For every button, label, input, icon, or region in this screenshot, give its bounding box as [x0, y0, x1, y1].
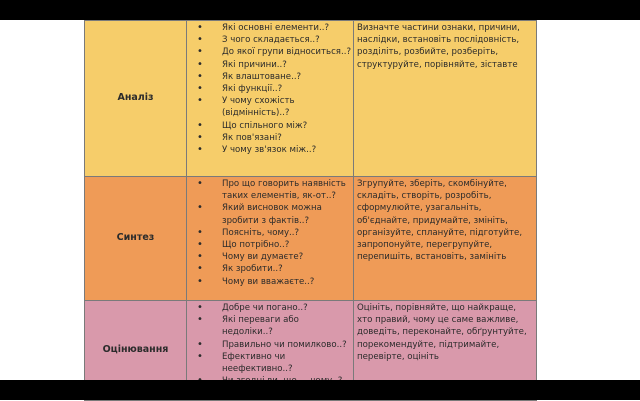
question-list [187, 177, 353, 288]
list-item: • Правильно чи помилково..? [197, 339, 351, 351]
list-item: • Які переваги або недоліки..? [197, 314, 351, 338]
list-item: • Що потрібно..? [197, 239, 351, 251]
table-row-analysis [85, 21, 537, 177]
list-item: • Як пов'язані? [197, 132, 351, 144]
list-item: • Ефективно чи неефективно..? [197, 351, 351, 375]
list-item: • Як влаштоване..? [197, 71, 351, 83]
question-list [187, 21, 353, 156]
list-item: • До якої групи відноситься..? [197, 46, 351, 58]
verbs-cell: Згрупуйте, зберіть, скомбінуйте, складіть, створіть, розробіть, сформулюйте, узагальніть, об'єднайте, придумайте, змініть, організуйте, сплануйте, підготуйте, запропонуйте, перегрупуйте, перепишіть, встановіть, замініть [354, 177, 537, 301]
questions-cell [187, 177, 354, 301]
list-item: • Добре чи погано..? [197, 302, 351, 314]
list-item: • Як зробити..? [197, 263, 351, 275]
list-item: • У чому зв'язок між..? [197, 144, 351, 156]
list-item: • Який висновок можна зробити з фактів..? [197, 202, 351, 226]
list-item: • Які функції..? [197, 83, 351, 95]
list-item: • Чому ви думаєте? [197, 251, 351, 263]
list-item: • Які причини..? [197, 59, 351, 71]
list-item: • З чого складається..? [197, 34, 351, 46]
list-item: • Чому ви вважаєте..? [197, 276, 351, 288]
level-cell: Синтез [85, 177, 187, 301]
table-row-synthesis [85, 177, 537, 301]
bloom-taxonomy-table [84, 20, 537, 401]
level-cell: Оцінювання [85, 301, 187, 401]
letterbox-top [0, 0, 640, 20]
letterbox-bottom [0, 380, 640, 400]
verbs-cell: Оцініть, порівняйте, що найкраще, хто правий, чому це саме важливе, доведіть, переконайте, обґрунтуйте, порекомендуйте, підтримайте, перевірте, оцініть [354, 301, 537, 401]
list-item: • Поясніть, чому..? [197, 227, 351, 239]
list-item: • Які основні елементи..? [197, 22, 351, 34]
list-item: • У чому схожість (відмінність)..? [197, 95, 351, 119]
verbs-cell: Визначте частини ознаки, причини, наслідки, встановіть послідовність, розділіть, розбийте, розберіть, структуруйте, порівняйте, зіставте [354, 21, 537, 177]
questions-cell [187, 21, 354, 177]
list-item: • Про що говорить наявність таких елементів, як-от..? [197, 178, 351, 202]
list-item: • Що спільного між? [197, 120, 351, 132]
level-cell: Аналіз [85, 21, 187, 177]
